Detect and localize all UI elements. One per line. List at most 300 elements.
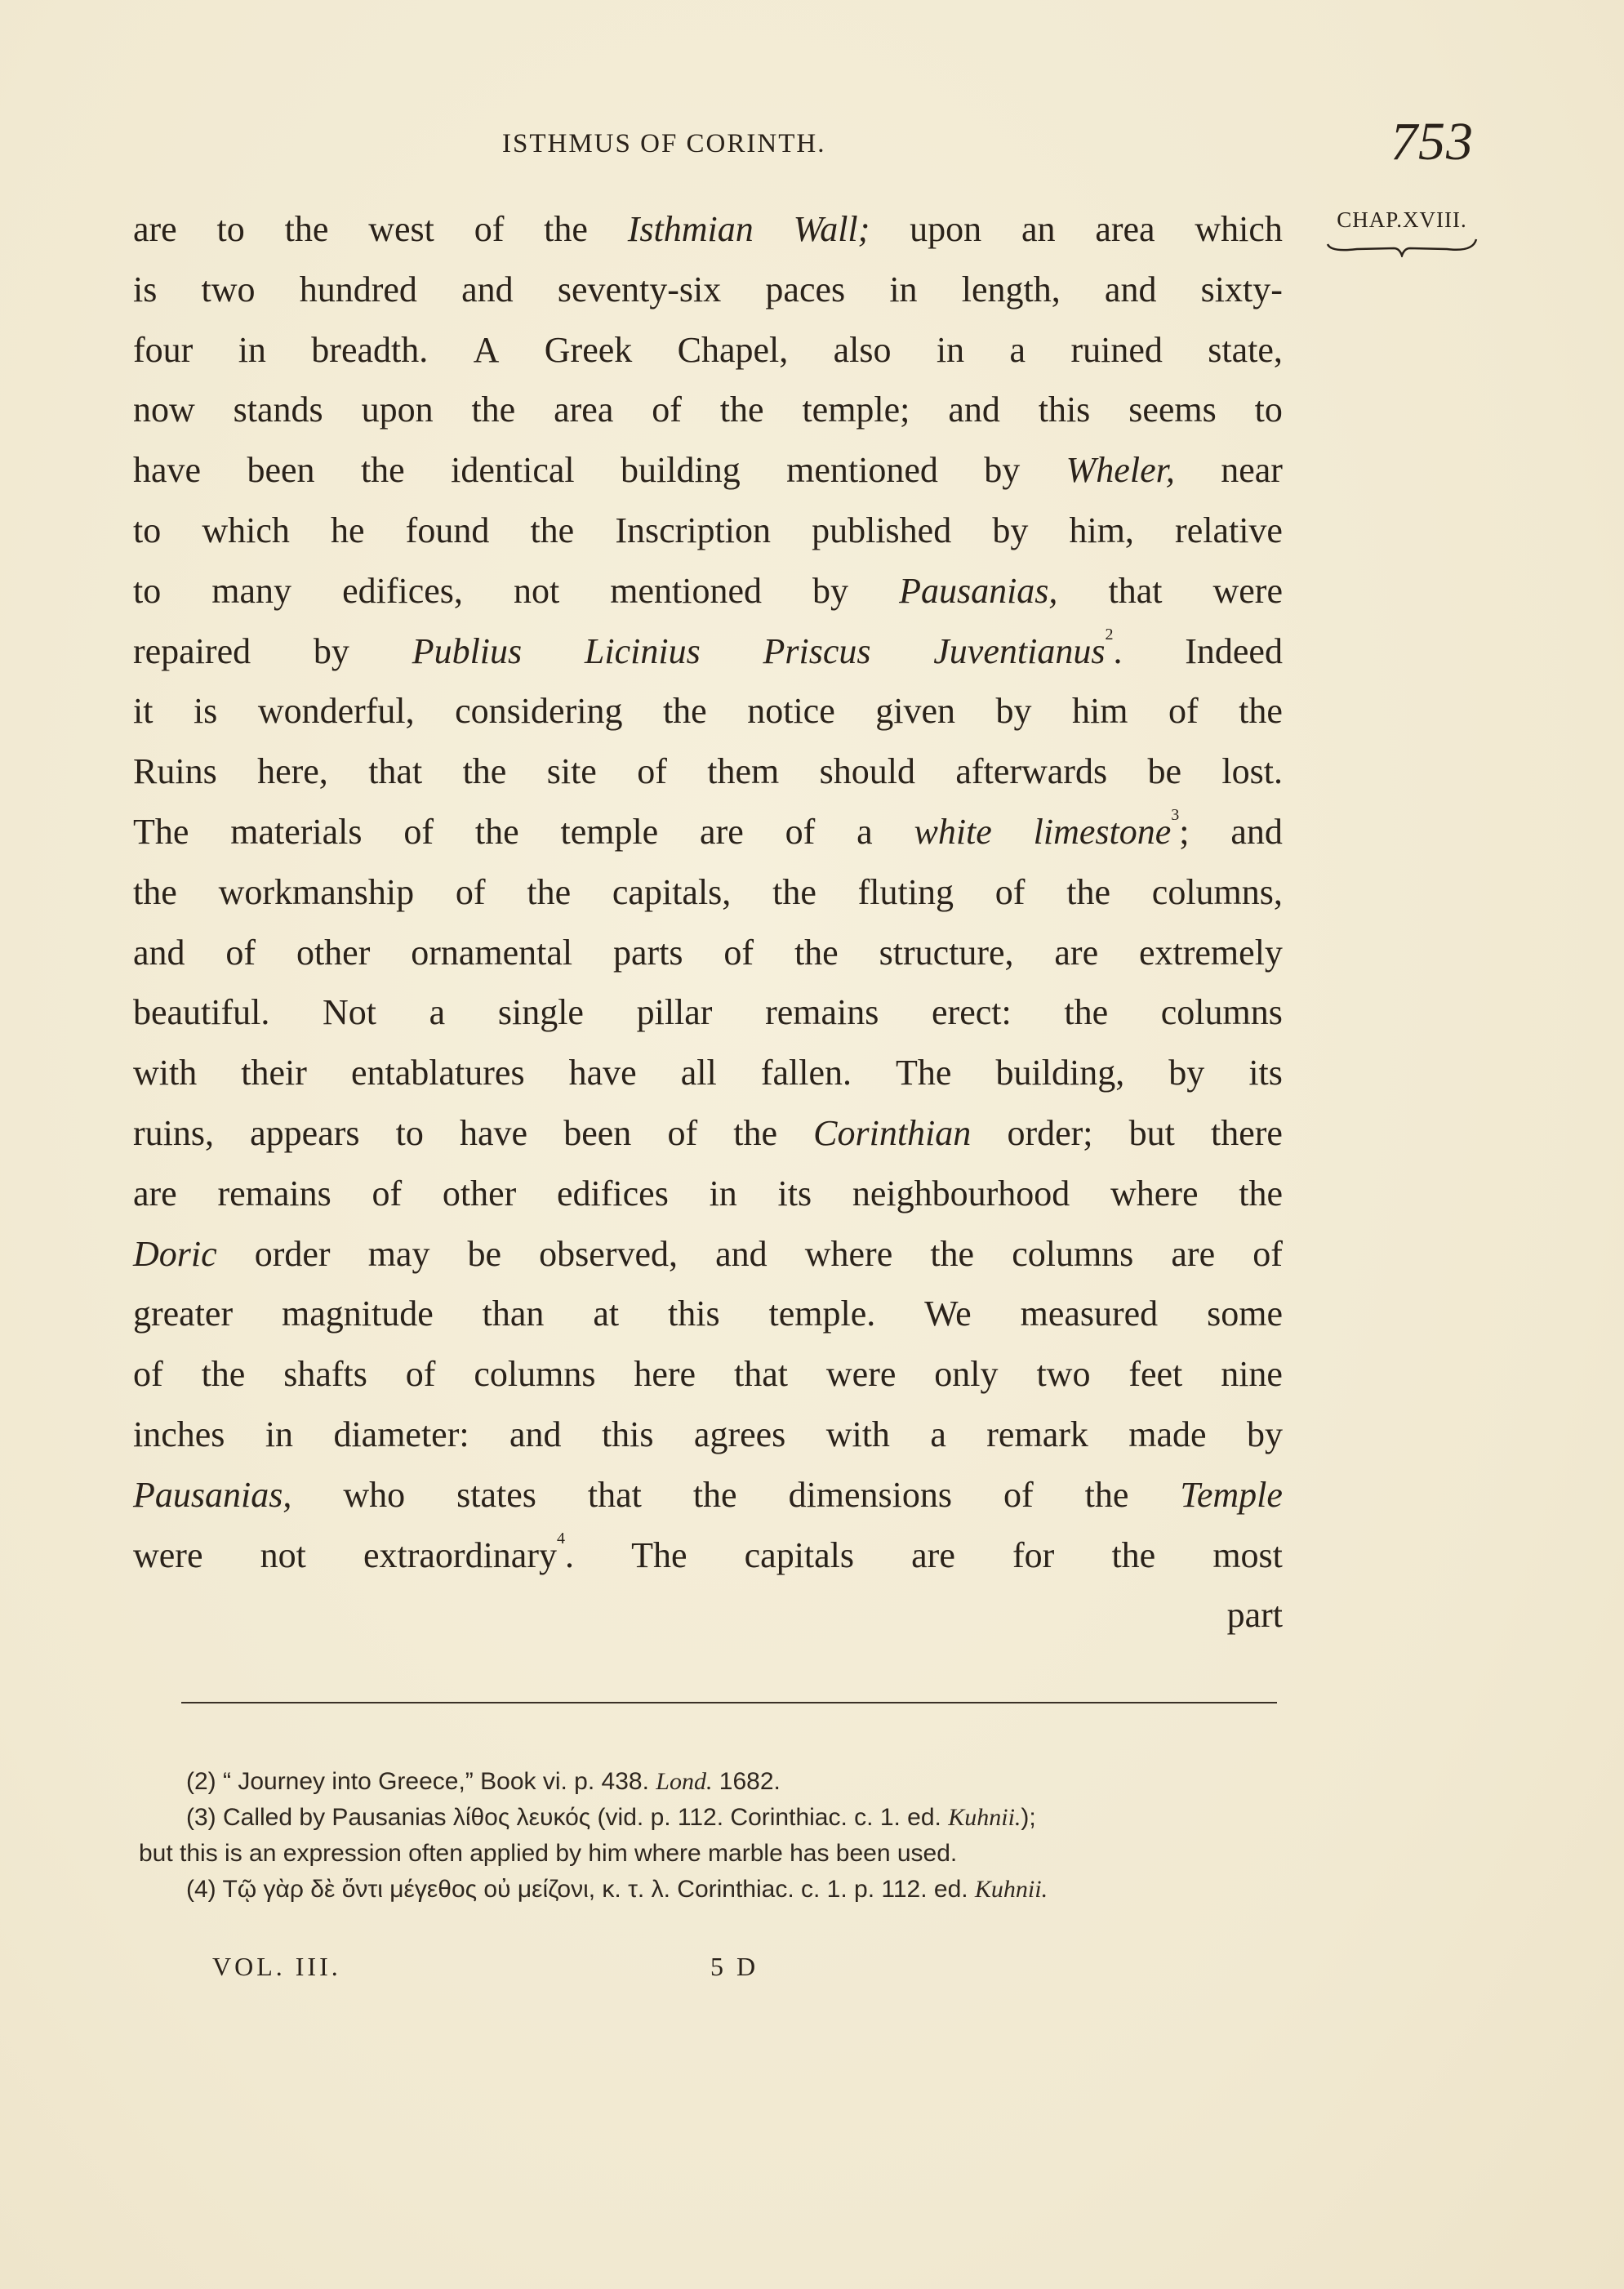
word xyxy=(1069,501,1133,561)
italic-run: Temple xyxy=(1180,1474,1283,1515)
word xyxy=(933,621,1122,682)
text-run: to xyxy=(216,209,245,249)
word xyxy=(652,380,682,440)
text-run: of xyxy=(785,811,816,852)
word xyxy=(133,681,153,741)
text-run: of xyxy=(133,1354,163,1395)
word xyxy=(761,1043,852,1103)
word xyxy=(343,1465,405,1525)
text-run: columns xyxy=(474,1354,596,1395)
text-run: in xyxy=(265,1414,294,1454)
word xyxy=(769,1284,876,1344)
word xyxy=(996,681,1032,741)
word xyxy=(1139,923,1283,983)
word xyxy=(483,1284,545,1344)
text-run: upon xyxy=(361,390,434,430)
footnote-reference: 3 xyxy=(1171,805,1180,824)
text-run: The xyxy=(896,1053,952,1093)
word xyxy=(455,681,622,741)
word xyxy=(778,1164,812,1224)
word xyxy=(789,1465,952,1525)
text-run: Greek xyxy=(544,329,633,370)
text-run: repaired xyxy=(133,630,251,671)
text-run: the xyxy=(201,1354,246,1395)
word xyxy=(463,741,507,802)
text-run: We xyxy=(924,1294,972,1334)
word xyxy=(296,923,370,983)
text-run: ; xyxy=(1179,811,1190,852)
word xyxy=(826,1344,897,1405)
word xyxy=(1161,982,1283,1043)
text-run: there xyxy=(1211,1112,1283,1153)
word xyxy=(720,380,764,440)
word xyxy=(323,982,376,1043)
word xyxy=(631,1525,687,1586)
text-run: west xyxy=(368,209,434,249)
text-run: erect: xyxy=(932,992,1012,1033)
italic-run: Kuhnii. xyxy=(948,1804,1021,1831)
word xyxy=(133,199,177,260)
word xyxy=(498,982,584,1043)
text-run: extraordinary xyxy=(363,1534,557,1575)
word xyxy=(1064,982,1108,1043)
word xyxy=(133,1344,163,1405)
word xyxy=(225,923,256,983)
word xyxy=(745,1525,854,1586)
word xyxy=(805,1224,893,1285)
word xyxy=(996,1043,1125,1103)
text-run: four xyxy=(133,329,194,370)
word xyxy=(133,982,269,1043)
word xyxy=(610,561,762,621)
word xyxy=(1180,1465,1283,1525)
text-run: may xyxy=(367,1233,430,1274)
word xyxy=(351,1043,525,1103)
word xyxy=(314,621,349,682)
text-run: published xyxy=(812,510,952,550)
brace-ornament-icon xyxy=(1324,234,1479,257)
text-line xyxy=(133,1525,1283,1586)
running-head: ISTHMUS OF CORINTH. xyxy=(502,129,826,158)
text-run: seventy-six xyxy=(557,269,722,310)
text-run: Inscription xyxy=(615,510,771,550)
word xyxy=(786,440,938,501)
text-run: lost. xyxy=(1221,751,1283,792)
word xyxy=(593,1284,619,1344)
text-run: states xyxy=(456,1474,536,1515)
text-line xyxy=(133,199,1283,260)
text-run: magnitude xyxy=(282,1294,434,1334)
word xyxy=(1221,440,1283,501)
word xyxy=(1248,1043,1283,1103)
text-run: and xyxy=(133,932,185,973)
text-run: fluting xyxy=(857,871,954,912)
word xyxy=(995,862,1026,923)
word xyxy=(412,621,522,682)
word xyxy=(694,1405,785,1465)
text-run: are xyxy=(133,209,177,249)
text-run: the xyxy=(527,871,572,912)
text-run: observed, xyxy=(539,1233,679,1274)
text-line xyxy=(133,621,1283,682)
italic-run: white xyxy=(914,811,992,852)
text-run: the xyxy=(1064,992,1109,1033)
word xyxy=(930,1405,946,1465)
word xyxy=(852,1164,1070,1224)
text-line xyxy=(133,561,1283,621)
word xyxy=(1221,1344,1283,1405)
word xyxy=(133,621,251,682)
text-run: were xyxy=(825,1354,897,1395)
footnotes xyxy=(139,1764,1298,1908)
text-run: agrees xyxy=(693,1414,786,1454)
word xyxy=(910,199,981,260)
text-run: that xyxy=(734,1354,788,1395)
text-run: have xyxy=(460,1112,528,1153)
italic-run: Wall; xyxy=(793,209,870,249)
word xyxy=(311,320,428,381)
word xyxy=(1007,1103,1092,1164)
text-run: with xyxy=(825,1414,890,1454)
word xyxy=(260,1525,306,1586)
text-line xyxy=(133,1164,1283,1224)
word xyxy=(634,1344,696,1405)
word xyxy=(368,199,434,260)
text-run: area xyxy=(554,390,614,430)
text-run: pillar xyxy=(636,992,713,1033)
text-run: single xyxy=(497,992,584,1033)
word xyxy=(879,923,1014,983)
word xyxy=(202,501,290,561)
text-run: . xyxy=(564,1534,574,1575)
text-run: now xyxy=(133,390,195,430)
text-run: by xyxy=(995,691,1032,732)
word xyxy=(557,1164,669,1224)
word xyxy=(333,1405,469,1465)
text-run: temple xyxy=(560,811,659,852)
text-run: for xyxy=(1012,1534,1055,1575)
text-run: other xyxy=(296,932,371,973)
word xyxy=(1128,1344,1182,1405)
text-run: its xyxy=(777,1173,812,1214)
word xyxy=(527,862,571,923)
word xyxy=(992,501,1028,561)
word xyxy=(1212,1525,1283,1586)
text-run: near xyxy=(1221,450,1283,491)
word xyxy=(1034,802,1190,862)
italic-run: Licinius xyxy=(584,630,701,671)
word xyxy=(194,681,217,741)
word xyxy=(1105,260,1157,320)
word xyxy=(602,1405,654,1465)
text-run: hundred xyxy=(299,269,417,310)
word xyxy=(668,1284,720,1344)
word xyxy=(234,380,323,440)
text-run: of xyxy=(1252,1233,1283,1274)
text-line xyxy=(133,1103,1283,1164)
word xyxy=(133,1043,197,1103)
word xyxy=(545,320,633,381)
text-run: many xyxy=(211,570,292,611)
text-run: ); xyxy=(1021,1804,1036,1831)
word xyxy=(1021,199,1056,260)
word xyxy=(588,1465,642,1525)
word xyxy=(812,561,848,621)
word xyxy=(342,561,463,621)
italic-run: Juventianus xyxy=(933,630,1106,671)
word xyxy=(241,1043,307,1103)
word xyxy=(765,260,845,320)
word xyxy=(1128,1405,1206,1465)
text-run: of xyxy=(405,1354,436,1395)
text-run: the xyxy=(1239,1173,1283,1214)
text-run: measured xyxy=(1020,1294,1159,1334)
word xyxy=(1085,1465,1129,1525)
word xyxy=(133,1103,214,1164)
text-run: this xyxy=(1038,390,1091,430)
text-run: the xyxy=(662,691,707,732)
text-run: identical xyxy=(451,450,575,491)
word xyxy=(1201,260,1283,320)
word xyxy=(406,501,490,561)
italic-run: Pausanias, xyxy=(133,1474,292,1515)
word xyxy=(406,1344,436,1405)
text-run: only xyxy=(934,1354,999,1395)
text-run: two xyxy=(201,269,256,310)
text-run: most xyxy=(1212,1534,1283,1575)
text-run: the xyxy=(1084,1474,1129,1515)
text-run: have xyxy=(133,450,202,491)
text-run: in xyxy=(889,269,918,310)
italic-run: Priscus xyxy=(763,630,871,671)
text-run: remains xyxy=(217,1173,331,1214)
text-run: by xyxy=(992,510,1029,550)
text-run: edifices xyxy=(557,1173,669,1214)
word xyxy=(813,1103,971,1164)
text-run: of xyxy=(637,751,667,792)
word xyxy=(363,1525,574,1586)
text-run: fallen. xyxy=(760,1053,852,1093)
word xyxy=(265,1405,293,1465)
text-run: been xyxy=(247,450,315,491)
word xyxy=(250,1103,359,1164)
word xyxy=(461,260,514,320)
text-run: him, xyxy=(1069,510,1134,550)
chapter-label: CHAP.XVIII. xyxy=(1337,207,1467,232)
text-line xyxy=(133,862,1283,923)
word xyxy=(1211,1103,1283,1164)
text-run: remark xyxy=(986,1414,1088,1454)
word xyxy=(238,320,266,381)
text-run: The xyxy=(631,1534,687,1575)
word xyxy=(230,802,362,862)
word xyxy=(1129,1103,1175,1164)
text-run: The xyxy=(133,811,189,852)
text-run: the xyxy=(1066,871,1110,912)
text-run: the xyxy=(544,209,588,249)
word xyxy=(133,380,195,440)
text-run: of xyxy=(455,871,486,912)
word xyxy=(429,982,446,1043)
word xyxy=(474,320,500,381)
text-run: a xyxy=(429,992,446,1033)
text-run: that xyxy=(368,751,423,792)
word xyxy=(1221,741,1283,802)
word xyxy=(361,440,405,501)
text-run: to xyxy=(395,1112,424,1153)
word xyxy=(1252,1224,1283,1285)
word xyxy=(1021,1284,1159,1344)
text-line xyxy=(133,741,1283,802)
word xyxy=(826,1405,890,1465)
text-run: wonderful, xyxy=(257,691,415,732)
text-run: length, xyxy=(961,269,1061,310)
text-run: mentioned xyxy=(786,450,938,491)
word xyxy=(693,1465,737,1525)
word xyxy=(403,802,434,862)
word xyxy=(1168,681,1199,741)
word xyxy=(1070,320,1162,381)
word xyxy=(202,1344,246,1405)
text-run: the xyxy=(692,1474,737,1515)
text-run: A xyxy=(473,329,500,370)
text-run: also xyxy=(833,329,892,370)
text-run: and xyxy=(1104,269,1157,310)
text-run: of xyxy=(1003,1474,1034,1515)
text-line xyxy=(133,260,1283,320)
text-run: of xyxy=(225,932,256,973)
text-run: neighbourhood xyxy=(852,1173,1070,1214)
text-run: notice xyxy=(747,691,835,732)
word xyxy=(1230,802,1283,862)
footnote xyxy=(139,1764,1298,1800)
text-run: to xyxy=(133,510,162,550)
text-line xyxy=(133,681,1283,741)
italic-run: Lond. xyxy=(656,1768,713,1795)
text-run: given xyxy=(875,691,955,732)
word xyxy=(133,862,177,923)
word xyxy=(772,862,816,923)
text-run: building xyxy=(621,450,741,491)
text-run: breadth. xyxy=(311,329,429,370)
text-run: be xyxy=(467,1233,502,1274)
text-run: are xyxy=(1054,932,1099,973)
text-run: Ruins xyxy=(133,751,217,792)
word xyxy=(509,1405,562,1465)
text-run: to xyxy=(133,570,162,611)
text-run: temple; xyxy=(802,390,910,430)
text-run: inches xyxy=(133,1414,225,1454)
word xyxy=(1147,741,1181,802)
word xyxy=(1039,380,1091,440)
word xyxy=(637,982,713,1043)
word xyxy=(539,1224,678,1285)
word xyxy=(856,802,873,862)
text-run: of xyxy=(667,1112,698,1153)
word xyxy=(456,1465,536,1525)
word xyxy=(396,1103,424,1164)
word xyxy=(984,440,1020,501)
word xyxy=(747,681,835,741)
word xyxy=(785,802,816,862)
text-run: order xyxy=(254,1233,331,1274)
word xyxy=(1111,1525,1155,1586)
word xyxy=(451,440,575,501)
text-run: their xyxy=(241,1053,307,1093)
text-run: relative xyxy=(1175,510,1283,550)
text-run: ruins, xyxy=(133,1112,214,1153)
text-run: the xyxy=(284,209,329,249)
text-line xyxy=(133,501,1283,561)
text-run: columns xyxy=(1012,1233,1134,1274)
text-run: (2) “ Journey into Greece,” Book vi. p. 438. xyxy=(186,1768,656,1795)
signature-mark: 5 D xyxy=(710,1952,759,1981)
word xyxy=(133,440,201,501)
italic-run: Doric xyxy=(133,1233,217,1274)
text-run: were xyxy=(133,1534,203,1575)
word xyxy=(723,923,754,983)
text-run: the xyxy=(133,871,177,912)
text-run: two xyxy=(1036,1354,1091,1395)
word xyxy=(133,1224,217,1285)
text-run: the xyxy=(530,510,575,550)
text-line xyxy=(133,320,1283,381)
text-run: found xyxy=(405,510,490,550)
text-run: order; xyxy=(1007,1112,1093,1153)
text-run: building, xyxy=(995,1053,1125,1093)
text-run: but this is an expression often applied by him where marble has been used. xyxy=(139,1840,958,1867)
word xyxy=(899,561,1057,621)
word xyxy=(663,681,707,741)
text-run: state, xyxy=(1208,329,1283,370)
word xyxy=(460,1103,527,1164)
text-line xyxy=(133,1465,1283,1525)
text-run: by xyxy=(1168,1053,1205,1093)
footnote-reference: 2 xyxy=(1105,625,1114,644)
word xyxy=(1054,923,1098,983)
word xyxy=(765,982,879,1043)
italic-run: Corinthian xyxy=(813,1112,972,1153)
text-run: of xyxy=(372,1173,403,1214)
word xyxy=(715,1224,768,1285)
word xyxy=(914,802,991,862)
text-line xyxy=(133,1344,1283,1405)
word xyxy=(368,741,422,802)
text-run: this xyxy=(668,1294,720,1334)
word xyxy=(1195,199,1283,260)
text-run: upon xyxy=(910,209,982,249)
text-run: the xyxy=(794,932,839,973)
text-run: 1682. xyxy=(712,1768,781,1795)
text-run: by xyxy=(1246,1414,1283,1454)
text-run: made xyxy=(1128,1414,1207,1454)
word xyxy=(1072,681,1128,741)
text-run: edifices, xyxy=(342,570,463,611)
word xyxy=(554,380,613,440)
word xyxy=(1168,1043,1204,1103)
word xyxy=(258,681,415,741)
word xyxy=(547,741,597,802)
word xyxy=(896,1043,951,1103)
word xyxy=(794,199,870,260)
word xyxy=(283,1344,367,1405)
word xyxy=(937,320,964,381)
word xyxy=(219,862,415,923)
word xyxy=(1152,862,1283,923)
word xyxy=(1066,440,1175,501)
catchword-text: part xyxy=(1226,1595,1283,1636)
word xyxy=(681,1043,717,1103)
